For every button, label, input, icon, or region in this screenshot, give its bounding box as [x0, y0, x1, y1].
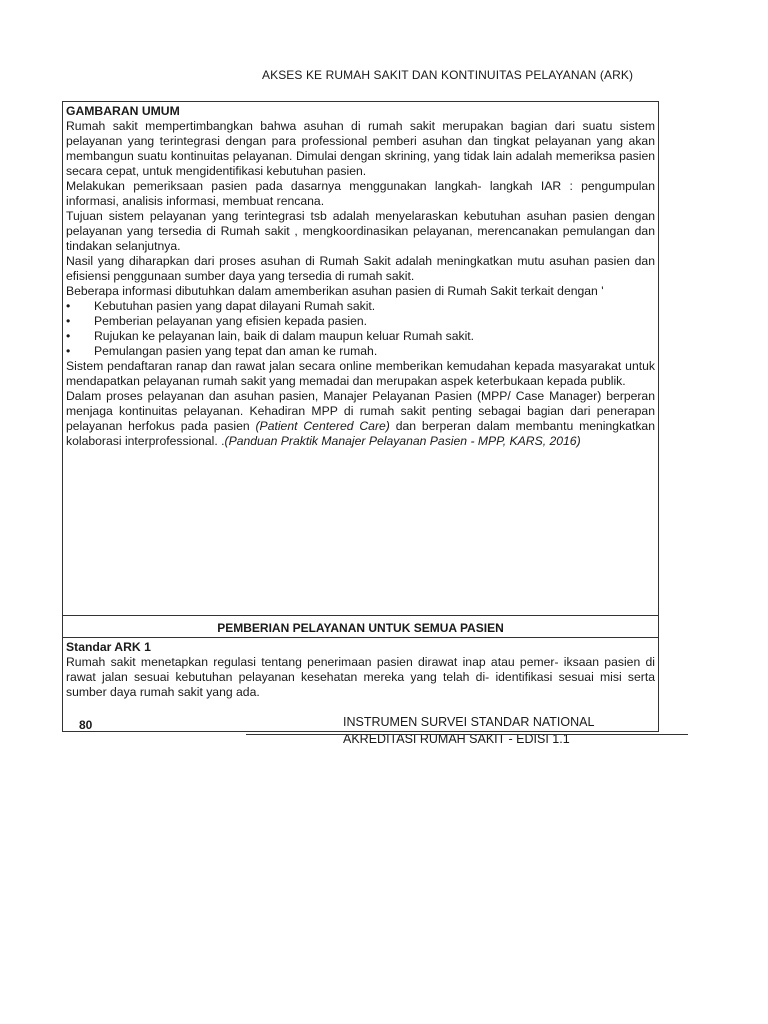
page-header-title: AKSES KE RUMAH SAKIT DAN KONTINUITAS PELAYANAN (ARK) [262, 68, 634, 82]
overview-heading: GAMBARAN UMUM [66, 104, 180, 118]
section-title: PEMBERIAN PELAYANAN UNTUK SEMUA PASIEN [63, 616, 658, 638]
content-table [62, 101, 659, 732]
overview-paragraph-5: Beberapa informasi dibutuhkan dalam amemberikan asuhan pasien di Rumah Sakit terkait dengan ' [66, 284, 604, 298]
paragraph-7-text-a: Dalam proses pelayanan dan asuhan pasien, Manajer Pelayanan Pasien (MPP/ Case Manager) berperan menjaga kontinuitas pelayanan. Kehadiran MPP di rumah sakit penting sebagai bagian dari penerapan pelayanan herfokus pada pasien [66, 389, 655, 433]
list-item [66, 299, 655, 314]
list-item [66, 344, 655, 359]
patient-centered-care-term: (Patient Centered Care) [255, 419, 390, 433]
list-item-text: Pemberian pelayanan yang efisien kepada pasien. [94, 314, 368, 328]
bullet-icon: • [66, 344, 71, 358]
standard-heading: Standar ARK 1 [66, 640, 151, 654]
bullet-icon: • [66, 329, 71, 343]
reference-citation: (Panduan Praktik Manajer Pelayanan Pasien - MPP, KARS, 2016) [224, 434, 581, 448]
overview-paragraph-6: Sistem pendaftaran ranap dan rawat jalan secara online memberikan kemudahan kepada masyarakat untuk mendapatkan pelayanan rumah sakit yang memadai dan merupakan aspek keterbukaan kepada publik. [66, 359, 655, 388]
overview-paragraph-4: Nasil yang diharapkan dari proses asuhan di Rumah Sakit adalah meningkatkan mutu asuhan pasien dan efisiensi penggunaan sumber daya yang tersedia di rumah sakit. [66, 254, 655, 283]
overview-cell [63, 102, 658, 616]
overview-paragraph-1: Rumah sakit mempertimbangkan bahwa asuhan di rumah sakit merupakan bagian dari suatu sistem pelayanan yang terintegrasi dengan para professional pemberi asuhan dan tingkat pelayanan yang akan membangun suatu kontinuitas pelayanan. Dimulai dengan skrining, yang tidak lain adalah memeriksa pasien secara cepat, untuk mengidentifikasi kebutuhan pasien. [66, 119, 655, 178]
overview-paragraph-7 [66, 389, 655, 449]
overview-bullet-list [66, 299, 655, 359]
bullet-icon: • [66, 299, 71, 313]
list-item-text: Kebutuhan pasien yang dapat dilayani Rumah sakit. [94, 299, 376, 313]
list-item-text: Pemulangan pasien yang tepat dan aman ke rumah. [94, 344, 378, 358]
page-number: 80 [79, 718, 93, 732]
footer-title: INSTRUMEN SURVEI STANDAR NATIONAL AKREDITASI RUMAH SAKIT - EDISI 1.1 [343, 715, 594, 746]
standard-text: Rumah sakit menetapkan regulasi tentang penerimaan pasien dirawat inap atau pemer- iksaan pasien di rawat jalan sesuai kebutuhan pelayanan kesehatan mereka yang telah di- identifikasi sesuai misi serta sumber daya rumah sakit yang ada. [66, 655, 655, 699]
list-item [66, 329, 655, 344]
overview-paragraph-2: Melakukan pemeriksaan pasien pada dasarnya menggunakan langkah- langkah IAR : pengumpulan informasi, analisis informasi, membuat rencana. [66, 179, 655, 208]
overview-paragraph-3: Tujuan sistem pelayanan yang terintegrasi tsb adalah menyelaraskan kebutuhan asuhan pasien dengan pelayanan yang tersedia di Rumah sakit , mengkoordinasikan pelayanan, merencanakan pemulangan dan tindakan selanjutnya. [66, 209, 655, 253]
list-item [66, 314, 655, 329]
paragraph-7-text-b: dan berperan dalam membantu meningkatkan kolaborasi interprofessional. . [66, 419, 655, 448]
list-item-text: Rujukan ke pelayanan lain, baik di dalam maupun keluar Rumah sakit. [94, 329, 475, 343]
bullet-icon: • [66, 314, 71, 328]
footer-divider [246, 734, 688, 735]
